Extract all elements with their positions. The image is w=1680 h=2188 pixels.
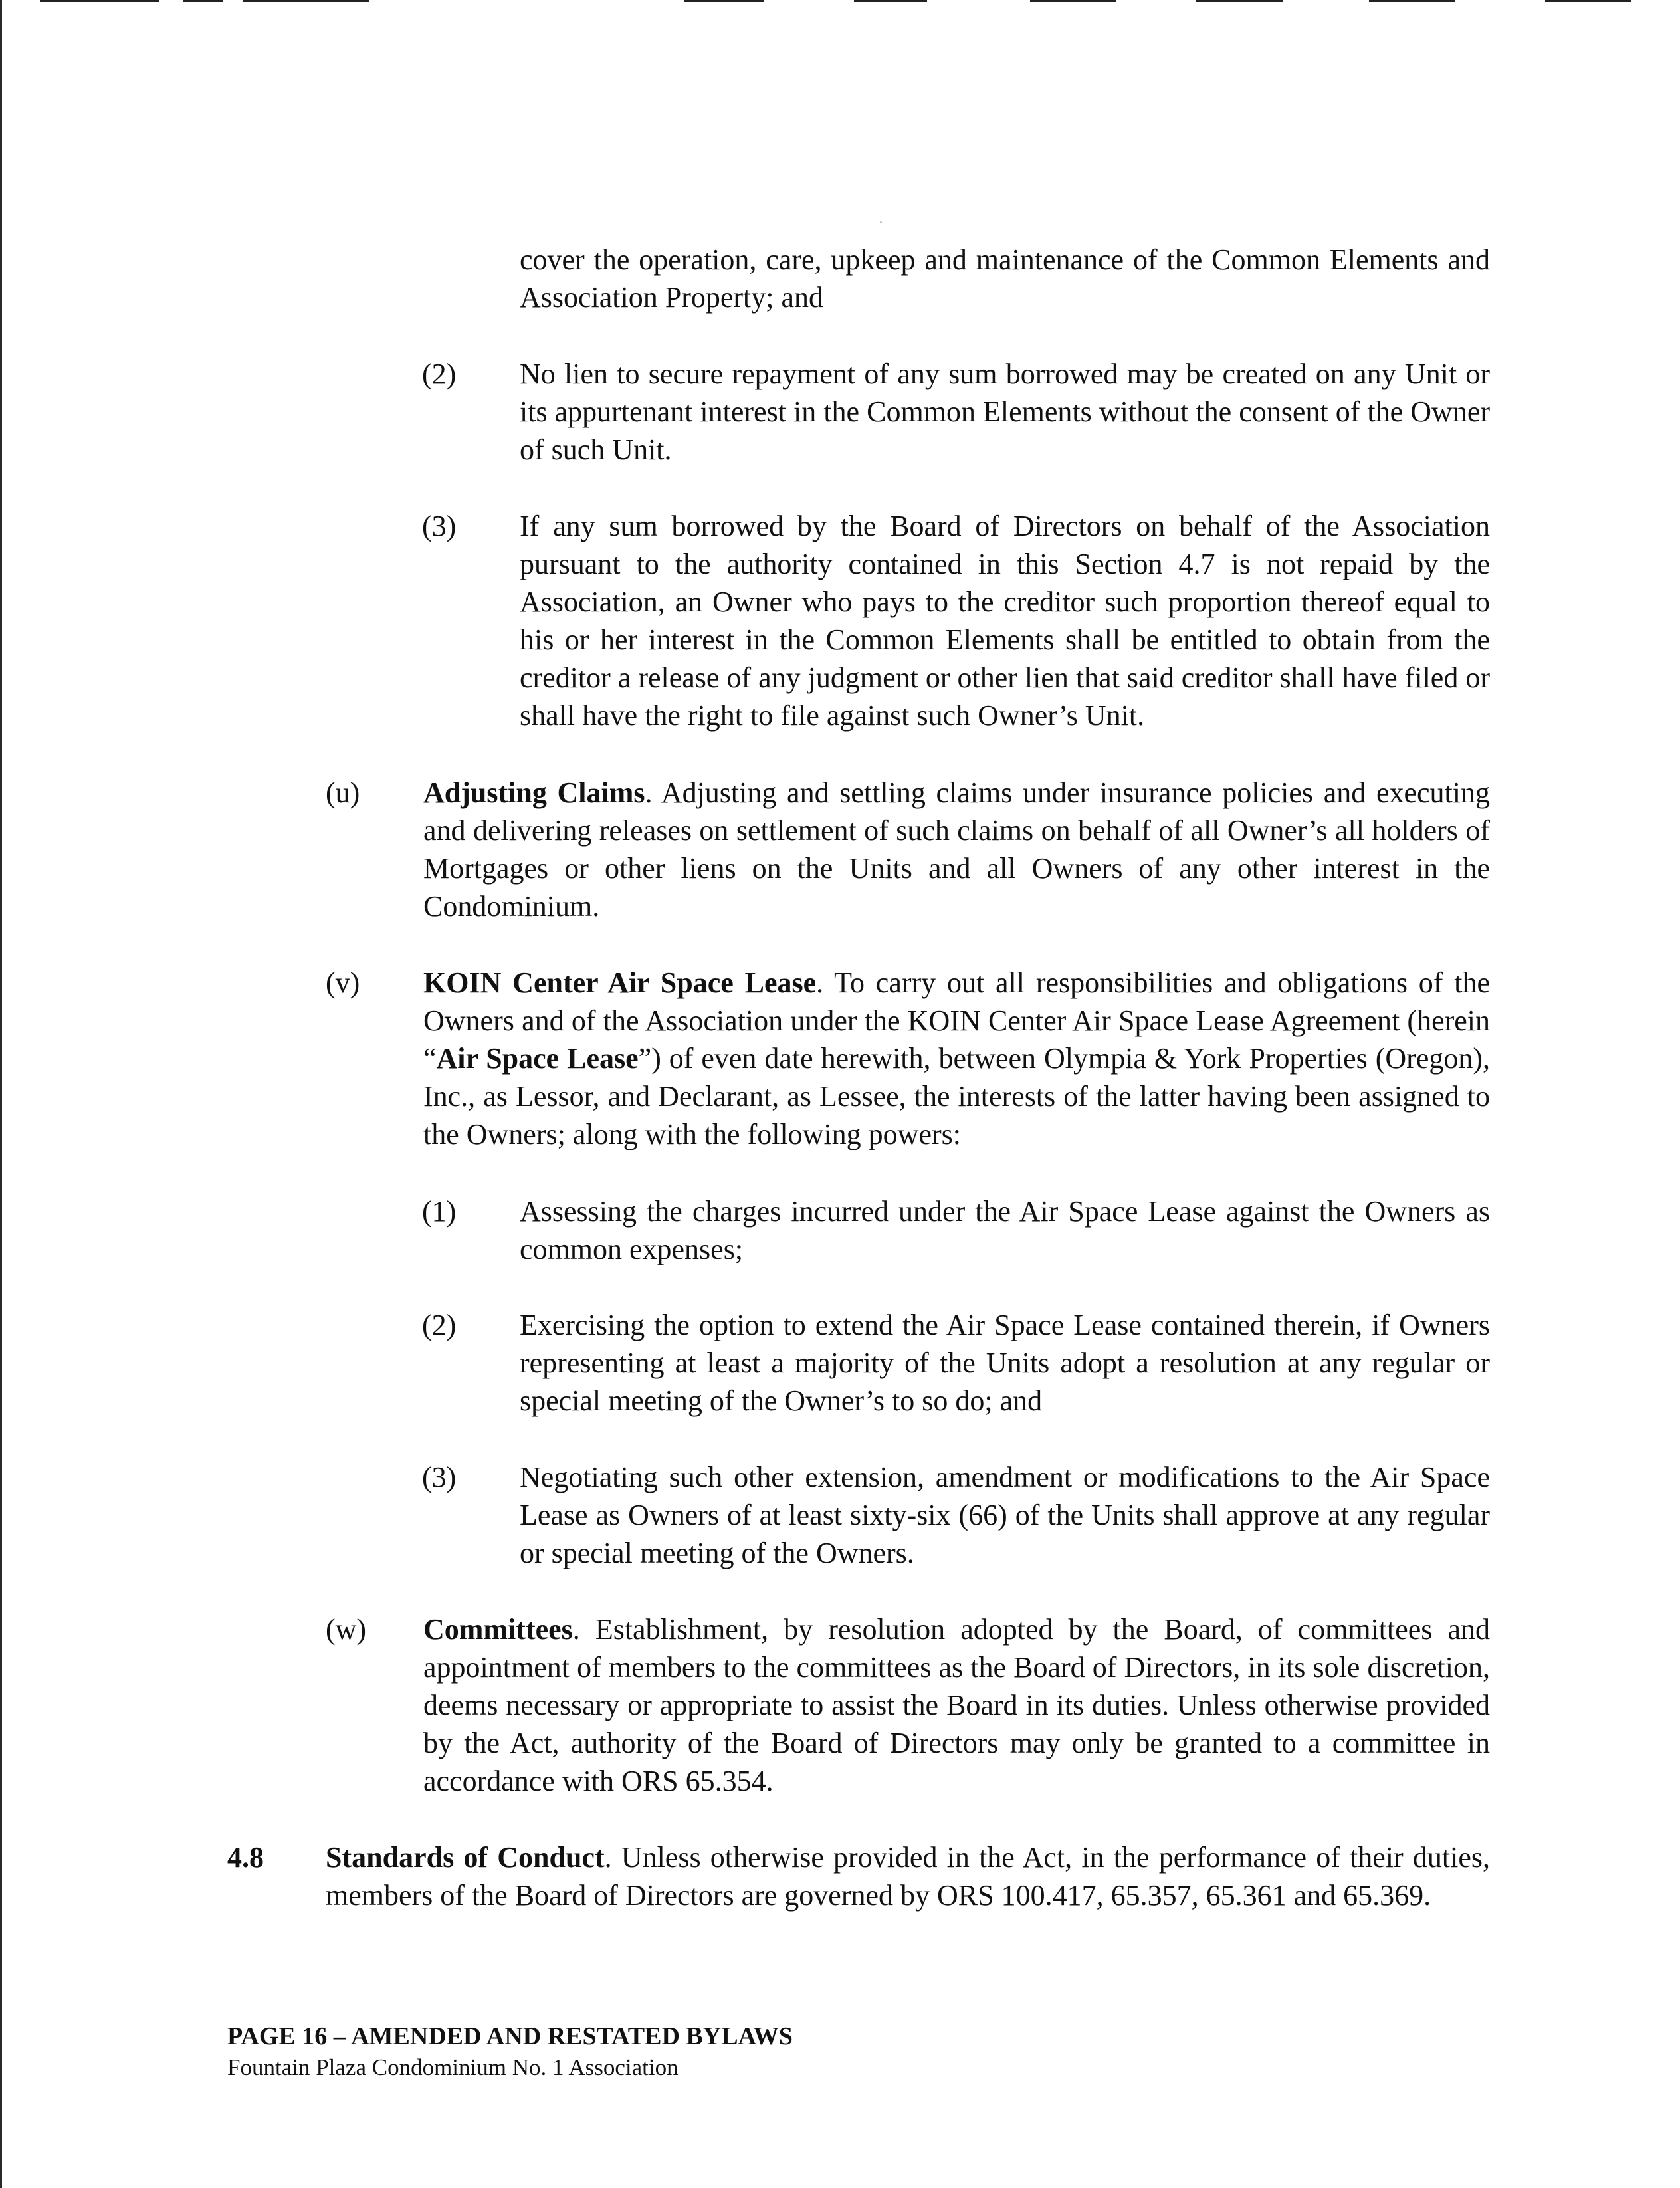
subitem-text: Negotiating such other extension, amendment or modifications to the Air Space Lease as Owners of at least sixty-six (66) of the Units shall approve at any regular or special meeting of the Owners. xyxy=(520,1461,1490,1569)
scan-top-rule xyxy=(243,0,369,2)
item-text xyxy=(423,964,1490,1153)
scan-top-rule xyxy=(1545,0,1631,2)
item-label: (w) xyxy=(326,1613,367,1646)
section-number: 4.8 xyxy=(227,1841,264,1874)
scan-top-rule xyxy=(40,0,159,2)
scan-top-rule xyxy=(854,0,927,2)
item-body: . Adjusting and settling claims under insurance policies and executing and delivering releases on settlement of such claims on behalf of all Owner’s all holders of Mortgages or other liens on the Units and all Owners of any other interest in the Condominium. xyxy=(423,776,1490,923)
subitem-text: If any sum borrowed by the Board of Directors on behalf of the Association pursuant to the authority contained in this Section 4.7 is not repaid by the Association, an Owner who pays to the creditor such proportion thereof equal to his or her interest in the Common Elements shall be entitled to obtain from the creditor a release of any judgment or other lien that said creditor shall have filed or shall have the right to file against such Owner’s Unit. xyxy=(520,510,1490,732)
section-text xyxy=(326,1838,1490,1914)
continuation-paragraph: cover the operation, care, upkeep and maintenance of the Common Elements and Association Property; and xyxy=(520,243,1490,314)
subitem-label: (2) xyxy=(422,1309,457,1341)
subitem-text: Exercising the option to extend the Air Space Lease contained therein, if Owners representing at least a majority of the Units adopt a resolution at any regular or special meeting of the Owner’s to so do; and xyxy=(520,1309,1490,1417)
subitem-label: (3) xyxy=(422,510,457,542)
scan-top-rule xyxy=(1196,0,1283,2)
scan-top-rule xyxy=(1369,0,1455,2)
subitem-text: Assessing the charges incurred under the Air Space Lease against the Owners as common expenses; xyxy=(520,1195,1490,1265)
item-text xyxy=(423,774,1490,925)
scan-top-rule xyxy=(684,0,764,2)
subitem-text: No lien to secure repayment of any sum borrowed may be created on any Unit or its appurtenant interest in the Common Elements without the consent of the Owner of such Unit. xyxy=(520,358,1490,466)
subitem-label: (3) xyxy=(422,1461,457,1493)
item-text xyxy=(423,1610,1490,1800)
scan-top-rule xyxy=(1030,0,1116,2)
item-body: . To carry out all responsibilities and obligations of the Owners and of the Association under the KOIN Center Air Space Lease Agreement (herein “ xyxy=(423,966,1491,1075)
item-heading: Adjusting Claims xyxy=(423,776,645,809)
item-label: (u) xyxy=(326,776,360,809)
item-heading: Committees xyxy=(423,1613,573,1646)
subitem-label: (1) xyxy=(422,1195,457,1228)
footer-title: PAGE 16 – AMENDED AND RESTATED BYLAWS xyxy=(227,2023,793,2050)
scan-left-edge xyxy=(0,0,2,2188)
item-body: ”) of even date herewith, between Olympia & York Properties (Oregon), Inc., as Lessor, and Declarant, as Lessee, the interests of the latter having been assigned to the Owners; along with the following powers: xyxy=(423,1042,1490,1150)
section-heading: Standards of Conduct xyxy=(326,1841,605,1874)
subitem-label: (2) xyxy=(422,358,457,390)
scan-top-rule xyxy=(183,0,223,2)
section-body: . Unless otherwise provided in the Act, in the performance of their duties, members of the Board of Directors are governed by ORS 100.417, 65.357, 65.361 and 65.369. xyxy=(326,1841,1490,1912)
defined-term: Air Space Lease xyxy=(436,1042,639,1075)
item-heading: KOIN Center Air Space Lease xyxy=(423,966,817,999)
scan-speck xyxy=(880,221,882,223)
item-label: (v) xyxy=(326,966,360,999)
page-footer xyxy=(227,2021,793,2083)
footer-subtitle: Fountain Plaza Condominium No. 1 Association xyxy=(227,2054,679,2080)
item-body: . Establishment, by resolution adopted by the Board, of committees and appointment of members to the committees as the Board of Directors, in its sole discretion, deems necessary or appropriate to assist the Board in its duties. Unless otherwise provided by the Act, authority of the Board of Directors may only be granted to a committee in accordance with ORS 65.354. xyxy=(423,1613,1490,1797)
